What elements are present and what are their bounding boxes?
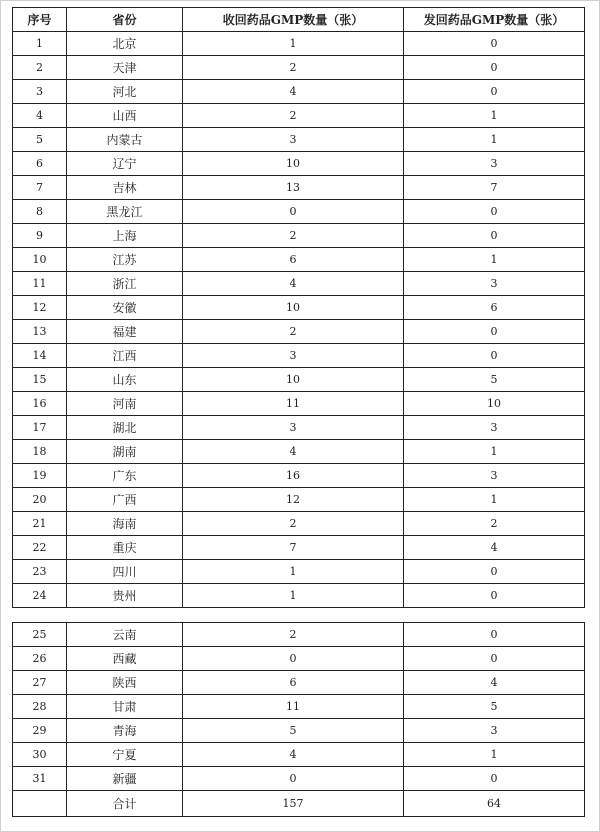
row-recovered: 6 (183, 671, 404, 695)
row-no: 14 (13, 344, 67, 368)
row-issued: 0 (404, 560, 585, 584)
row-no: 29 (13, 719, 67, 743)
table-row (13, 416, 585, 440)
row-recovered: 3 (183, 128, 404, 152)
row-no: 31 (13, 767, 67, 791)
table-row (13, 743, 585, 767)
table-row (13, 536, 585, 560)
header-province: 省份 (67, 8, 183, 32)
row-province: 山东 (67, 368, 183, 392)
gmp-table-part-1 (12, 7, 585, 608)
row-province: 北京 (67, 32, 183, 56)
row-no: 7 (13, 176, 67, 200)
row-issued: 0 (404, 200, 585, 224)
row-issued: 3 (404, 152, 585, 176)
row-recovered: 11 (183, 695, 404, 719)
total-label: 合计 (67, 791, 183, 817)
row-no: 3 (13, 80, 67, 104)
row-no: 27 (13, 671, 67, 695)
row-recovered: 0 (183, 767, 404, 791)
row-recovered: 0 (183, 200, 404, 224)
row-issued: 3 (404, 719, 585, 743)
row-issued: 1 (404, 743, 585, 767)
row-recovered: 3 (183, 416, 404, 440)
row-recovered: 2 (183, 512, 404, 536)
row-province: 辽宁 (67, 152, 183, 176)
table-row (13, 224, 585, 248)
row-province: 湖北 (67, 416, 183, 440)
table-row (13, 695, 585, 719)
row-province: 江西 (67, 344, 183, 368)
row-province: 广东 (67, 464, 183, 488)
row-issued: 0 (404, 32, 585, 56)
row-issued: 3 (404, 464, 585, 488)
table-row (13, 623, 585, 647)
row-province: 广西 (67, 488, 183, 512)
row-no: 11 (13, 272, 67, 296)
row-issued: 5 (404, 695, 585, 719)
row-province: 浙江 (67, 272, 183, 296)
row-province: 青海 (67, 719, 183, 743)
row-issued: 1 (404, 488, 585, 512)
table-row (13, 128, 585, 152)
row-province: 贵州 (67, 584, 183, 608)
row-recovered: 1 (183, 560, 404, 584)
row-no: 9 (13, 224, 67, 248)
row-issued: 0 (404, 80, 585, 104)
row-province: 四川 (67, 560, 183, 584)
row-no: 20 (13, 488, 67, 512)
row-issued: 6 (404, 296, 585, 320)
table-row (13, 80, 585, 104)
row-province: 内蒙古 (67, 128, 183, 152)
row-no: 2 (13, 56, 67, 80)
row-province: 甘肃 (67, 695, 183, 719)
row-no: 8 (13, 200, 67, 224)
table-row (13, 56, 585, 80)
table-row (13, 272, 585, 296)
row-issued: 0 (404, 767, 585, 791)
row-recovered: 4 (183, 272, 404, 296)
row-province: 天津 (67, 56, 183, 80)
row-recovered: 10 (183, 296, 404, 320)
row-province: 安徽 (67, 296, 183, 320)
table-row (13, 104, 585, 128)
total-row (13, 791, 585, 817)
row-no: 18 (13, 440, 67, 464)
row-no: 23 (13, 560, 67, 584)
table-row (13, 719, 585, 743)
row-recovered: 4 (183, 80, 404, 104)
row-province: 河北 (67, 80, 183, 104)
row-no: 1 (13, 32, 67, 56)
row-recovered: 11 (183, 392, 404, 416)
row-issued: 5 (404, 368, 585, 392)
table-row (13, 584, 585, 608)
row-recovered: 7 (183, 536, 404, 560)
row-province: 云南 (67, 623, 183, 647)
row-no: 4 (13, 104, 67, 128)
row-no: 28 (13, 695, 67, 719)
header-recovered: 收回药品GMP数量（张） (183, 8, 404, 32)
row-province: 上海 (67, 224, 183, 248)
row-no: 6 (13, 152, 67, 176)
row-province: 新疆 (67, 767, 183, 791)
row-no: 22 (13, 536, 67, 560)
row-issued: 2 (404, 512, 585, 536)
row-province: 湖南 (67, 440, 183, 464)
row-issued: 0 (404, 623, 585, 647)
table-row (13, 200, 585, 224)
row-recovered: 4 (183, 440, 404, 464)
table-row (13, 344, 585, 368)
row-recovered: 2 (183, 56, 404, 80)
total-issued: 64 (404, 791, 585, 817)
row-issued: 0 (404, 647, 585, 671)
row-no: 25 (13, 623, 67, 647)
row-issued: 1 (404, 440, 585, 464)
row-province: 福建 (67, 320, 183, 344)
row-issued: 0 (404, 56, 585, 80)
table-row (13, 296, 585, 320)
row-province: 河南 (67, 392, 183, 416)
table-row (13, 248, 585, 272)
row-no: 30 (13, 743, 67, 767)
table-row (13, 176, 585, 200)
row-no: 13 (13, 320, 67, 344)
row-no: 5 (13, 128, 67, 152)
row-issued: 0 (404, 344, 585, 368)
row-issued: 0 (404, 224, 585, 248)
row-no: 10 (13, 248, 67, 272)
row-issued: 1 (404, 104, 585, 128)
row-recovered: 1 (183, 584, 404, 608)
header-issued: 发回药品GMP数量（张） (404, 8, 585, 32)
row-no: 12 (13, 296, 67, 320)
row-recovered: 12 (183, 488, 404, 512)
row-recovered: 6 (183, 248, 404, 272)
table-row (13, 440, 585, 464)
table-row (13, 32, 585, 56)
table-row (13, 152, 585, 176)
table-row (13, 767, 585, 791)
row-province: 黑龙江 (67, 200, 183, 224)
row-issued: 4 (404, 536, 585, 560)
row-recovered: 13 (183, 176, 404, 200)
row-recovered: 1 (183, 32, 404, 56)
row-recovered: 16 (183, 464, 404, 488)
row-issued: 4 (404, 671, 585, 695)
row-no: 19 (13, 464, 67, 488)
row-issued: 1 (404, 128, 585, 152)
row-issued: 3 (404, 272, 585, 296)
row-recovered: 2 (183, 320, 404, 344)
total-recovered: 157 (183, 791, 404, 817)
row-recovered: 2 (183, 104, 404, 128)
table-row (13, 647, 585, 671)
total-no (13, 791, 67, 817)
row-province: 江苏 (67, 248, 183, 272)
row-issued: 0 (404, 584, 585, 608)
row-no: 24 (13, 584, 67, 608)
table-row (13, 512, 585, 536)
row-no: 15 (13, 368, 67, 392)
row-province: 海南 (67, 512, 183, 536)
row-issued: 7 (404, 176, 585, 200)
row-issued: 10 (404, 392, 585, 416)
row-recovered: 0 (183, 647, 404, 671)
row-no: 26 (13, 647, 67, 671)
row-province: 吉林 (67, 176, 183, 200)
table-row (13, 560, 585, 584)
table-row (13, 392, 585, 416)
header-no: 序号 (13, 8, 67, 32)
row-province: 山西 (67, 104, 183, 128)
row-no: 17 (13, 416, 67, 440)
row-recovered: 5 (183, 719, 404, 743)
row-province: 重庆 (67, 536, 183, 560)
table-row (13, 671, 585, 695)
row-issued: 3 (404, 416, 585, 440)
table-row (13, 320, 585, 344)
table-header-row (13, 8, 585, 32)
row-recovered: 10 (183, 368, 404, 392)
table-row (13, 368, 585, 392)
row-recovered: 2 (183, 623, 404, 647)
row-recovered: 2 (183, 224, 404, 248)
table-row (13, 464, 585, 488)
row-province: 陕西 (67, 671, 183, 695)
row-no: 21 (13, 512, 67, 536)
table-row (13, 488, 585, 512)
row-issued: 1 (404, 248, 585, 272)
row-recovered: 4 (183, 743, 404, 767)
row-recovered: 10 (183, 152, 404, 176)
row-no: 16 (13, 392, 67, 416)
row-issued: 0 (404, 320, 585, 344)
row-province: 西藏 (67, 647, 183, 671)
gmp-table-part-2 (12, 622, 585, 817)
row-recovered: 3 (183, 344, 404, 368)
row-province: 宁夏 (67, 743, 183, 767)
